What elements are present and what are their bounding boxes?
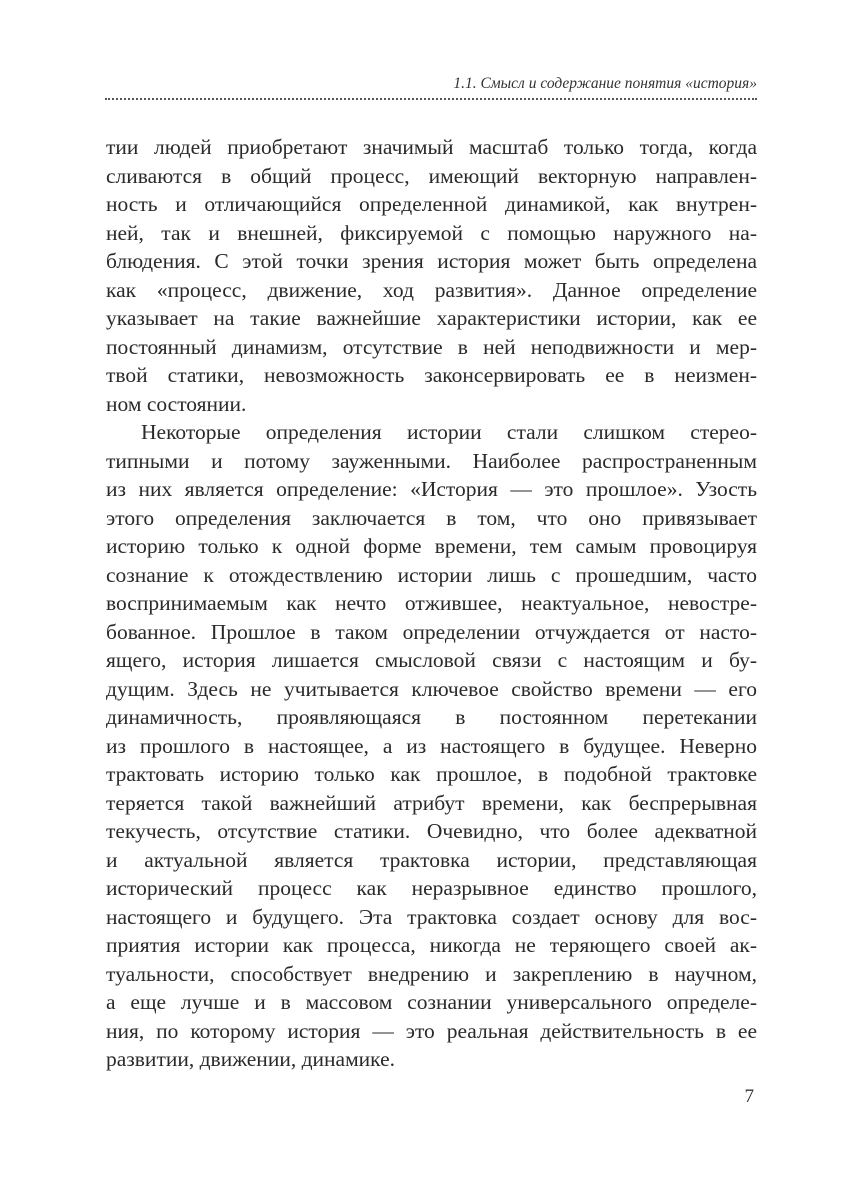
paragraph-1 xyxy=(106,133,757,418)
text-line: ность и отличающийся определенной динамикой, как внутрен- xyxy=(106,192,757,216)
text-line: исторический процесс как неразрывное единство прошлого, xyxy=(106,876,757,900)
text-line: постоянный динамизм, отсутствие в ней неподвижности и мер- xyxy=(106,334,757,359)
page-number: 7 xyxy=(744,1086,754,1107)
text-line: типными и потому зауженными. Наиболее распространенным xyxy=(106,448,757,473)
running-header: 1.1. Смысл и содержание понятия «история» xyxy=(453,75,757,92)
text-line: приятия истории как процесса, никогда не теряющего своей ак- xyxy=(106,933,757,957)
text-line: развитии, движении, динамике. xyxy=(106,1047,396,1071)
text-line: указывает на такие важнейшие характеристики истории, как ее xyxy=(106,306,757,330)
text-line: воспринимаемым как нечто отжившее, неактуальное, невостре- xyxy=(106,591,757,615)
body-text xyxy=(106,133,757,1074)
text-line: текучесть, отсутствие статики. Очевидно, что более адекватной xyxy=(106,819,757,843)
text-line: твой статики, невозможность законсервировать ее в неизмен- xyxy=(106,363,757,387)
text-line: дущим. Здесь не учитывается ключевое свойство времени — его xyxy=(106,676,757,701)
text-line: историю только к одной форме времени, тем самым провоцируя xyxy=(106,534,757,558)
header-dotted-rule xyxy=(105,98,757,100)
text-line: ния, по которому история — это реальная действительность в ее xyxy=(106,1018,757,1043)
text-line: этого определения заключается в том, что оно привязывает xyxy=(106,505,757,530)
text-line: ном состоянии. xyxy=(106,391,247,416)
text-line: а еще лучше и в массовом сознании универсального определе- xyxy=(106,990,757,1014)
text-line: и актуальной является трактовка истории, представляющая xyxy=(106,847,757,872)
text-line: из прошлого в настоящее, а из настоящего в будущее. Неверно xyxy=(106,733,757,758)
text-line: как «процесс, движение, ход развития». Данное определение xyxy=(106,277,757,302)
text-line: туальности, способствует внедрению и закреплению в научном, xyxy=(106,961,757,986)
text-line: ней, так и внешней, фиксируемой с помощью наружного на- xyxy=(106,220,757,245)
text-line: тии людей приобретают значимый масштаб только тогда, когда xyxy=(106,135,757,159)
text-line: Некоторые определения истории стали слишком стерео- xyxy=(141,420,757,444)
text-line: бованное. Прошлое в таком определении отчуждается от насто- xyxy=(106,619,757,644)
text-line: сливаются в общий процесс, имеющий векторную направлен- xyxy=(106,163,757,188)
text-line: трактовать историю только как прошлое, в подобной трактовке xyxy=(106,762,757,786)
text-line: динамичность, проявляющаяся в постоянном перетекании xyxy=(106,705,757,729)
paragraph-2 xyxy=(106,418,757,1074)
text-line: теряется такой важнейший атрибут времени, как беспрерывная xyxy=(106,790,757,815)
text-line: блюдения. С этой точки зрения история может быть определена xyxy=(106,249,757,273)
text-line: сознание к отождествлению истории лишь с прошедшим, часто xyxy=(106,562,757,587)
text-line: настоящего и будущего. Эта трактовка создает основу для вос- xyxy=(106,904,757,929)
text-line: ящего, история лишается смысловой связи с настоящим и бу- xyxy=(106,648,757,672)
text-line: из них является определение: «История — это прошлое». Узость xyxy=(106,477,757,501)
